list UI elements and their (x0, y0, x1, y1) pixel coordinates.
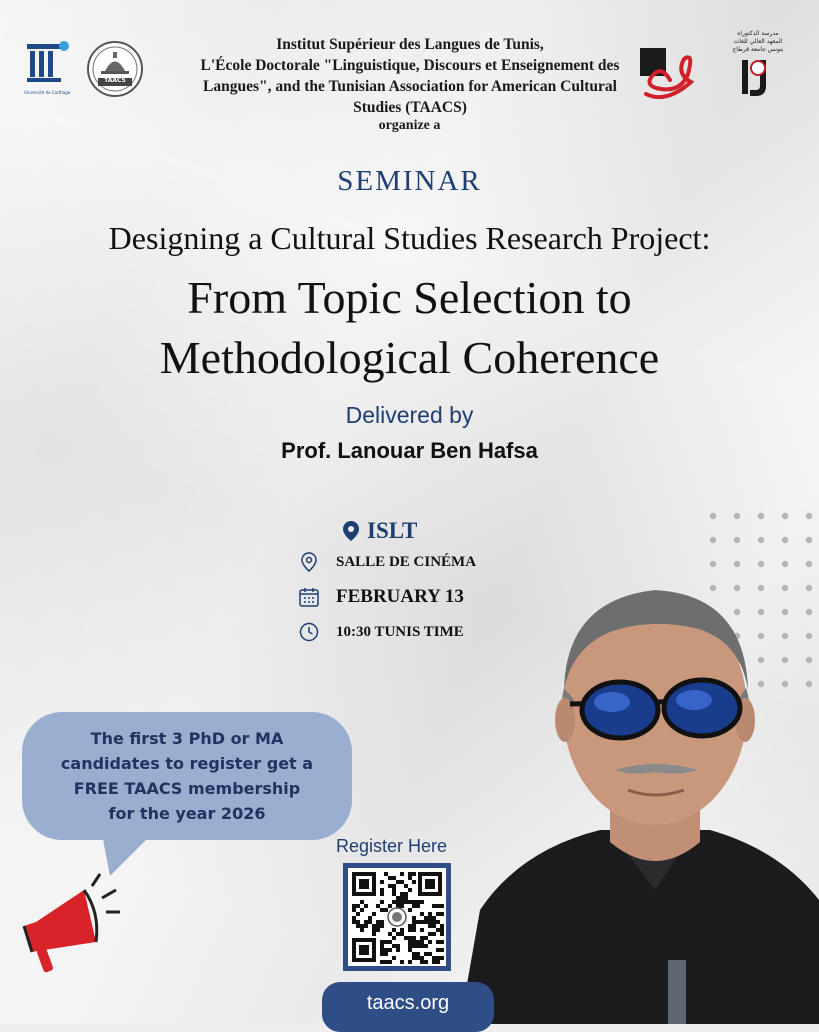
qr-module (400, 896, 404, 900)
qr-module (396, 944, 400, 948)
organize-text: organize a (378, 118, 441, 133)
qr-module (368, 920, 372, 924)
qr-module (420, 900, 424, 904)
qr-module (380, 948, 384, 952)
qr-module (372, 912, 376, 916)
university-logo-caption: Université de Carthage (24, 90, 71, 95)
qr-module (412, 880, 416, 884)
room-name: SALLE DE CINÉMA (336, 553, 477, 570)
qr-module (360, 928, 364, 932)
qr-module (436, 928, 440, 932)
qr-module (400, 880, 404, 884)
qr-module (388, 960, 392, 964)
event-title-line-3: Methodological Coherence (159, 332, 660, 383)
qr-module (380, 944, 384, 948)
qr-module (400, 960, 404, 964)
doctoral-school-arabic-text: مدرسة الدكتوراه المعهد العالي للغات بتونس جامعة قرطاج (732, 30, 784, 53)
event-time: 10:30 TUNIS TIME (336, 623, 464, 640)
promo-line-2: candidates to register get a (60, 754, 314, 773)
qr-module (376, 928, 380, 932)
qr-module (380, 908, 384, 912)
decorative-dot (806, 537, 812, 543)
qr-module (384, 952, 388, 956)
qr-module (392, 944, 396, 948)
qr-module (432, 960, 436, 964)
qr-module (384, 872, 388, 876)
decorative-dot (710, 561, 716, 567)
qr-module (400, 900, 404, 904)
location-outline-icon (298, 551, 320, 573)
qr-module (412, 900, 416, 904)
qr-module (384, 908, 388, 912)
qr-module (428, 924, 432, 928)
qr-module (412, 872, 416, 876)
qr-module (432, 924, 436, 928)
organizers-line-1: Institut Supérieur des Langues de Tunis, (276, 36, 544, 53)
venue-name: ISLT (367, 518, 418, 543)
decorative-dot (734, 537, 740, 543)
qr-module (388, 932, 392, 936)
event-title-line-2: From Topic Selection to (187, 272, 632, 323)
qr-module (376, 904, 380, 908)
qr-module (416, 904, 420, 908)
qr-module (372, 924, 376, 928)
qr-module (360, 908, 364, 912)
qr-module (428, 940, 432, 944)
qr-module (420, 912, 424, 916)
qr-module (392, 928, 396, 932)
qr-module (424, 960, 428, 964)
organizers-text (170, 34, 650, 118)
qr-module (384, 948, 388, 952)
qr-module (364, 920, 368, 924)
qr-module (440, 940, 444, 944)
qr-module (380, 920, 384, 924)
qr-module (380, 880, 384, 884)
website-link[interactable]: taacs.org (322, 982, 494, 1032)
qr-module (408, 876, 412, 880)
decorative-dot (758, 561, 764, 567)
qr-module (416, 944, 420, 948)
qr-module (440, 948, 444, 952)
qr-module (432, 916, 436, 920)
qr-module (424, 916, 428, 920)
qr-module (352, 908, 356, 912)
event-title-line-1: Designing a Cultural Studies Research Project: (108, 220, 711, 256)
qr-module (408, 936, 412, 940)
qr-module (420, 920, 424, 924)
qr-module (396, 896, 400, 900)
register-label: Register Here (336, 836, 448, 856)
qr-module (412, 940, 416, 944)
qr-module (380, 888, 384, 892)
qr-module (404, 892, 408, 896)
qr-module (388, 940, 392, 944)
qr-module (392, 900, 396, 904)
taacs-logo (84, 40, 146, 102)
qr-module (368, 916, 372, 920)
time-detail (298, 621, 464, 643)
qr-module (428, 916, 432, 920)
decorative-dot (710, 513, 716, 519)
qr-module (384, 960, 388, 964)
qr-module (408, 900, 412, 904)
qr-module (416, 940, 420, 944)
promo-line-4: for the year 2026 (108, 804, 266, 823)
qr-module (404, 900, 408, 904)
qr-module (436, 912, 440, 916)
qr-module (372, 932, 376, 936)
qr-module (408, 948, 412, 952)
qr-module (352, 916, 356, 920)
qr-module (380, 924, 384, 928)
event-type: SEMINAR (337, 165, 482, 197)
qr-module (436, 920, 440, 924)
qr-module (420, 936, 424, 940)
qr-module (404, 936, 408, 940)
qr-module (436, 948, 440, 952)
qr-module (420, 944, 424, 948)
qr-module (440, 956, 444, 960)
speaker-photo (440, 580, 819, 1024)
organizers-line-2: L'École Doctorale "Linguistique, Discours et Enseignement des (200, 57, 620, 74)
qr-module (400, 904, 404, 908)
doctoral-school-logo (730, 30, 786, 106)
qr-module (432, 920, 436, 924)
qr-module (412, 916, 416, 920)
qr-module (380, 940, 384, 944)
promo-line-3: FREE TAACS membership (73, 779, 301, 798)
qr-module (424, 936, 428, 940)
qr-module (400, 928, 404, 932)
qr-module (408, 888, 412, 892)
qr-module (436, 904, 440, 908)
qr-module (412, 920, 416, 924)
qr-module (392, 876, 396, 880)
qr-module (436, 940, 440, 944)
qr-module (428, 952, 432, 956)
qr-module (428, 912, 432, 916)
qr-module (408, 940, 412, 944)
venue (343, 518, 417, 544)
qr-module (376, 920, 380, 924)
qr-module (408, 908, 412, 912)
qr-module (416, 956, 420, 960)
qr-module (352, 904, 356, 908)
qr-module (356, 912, 360, 916)
qr-module (356, 924, 360, 928)
decorative-dot (758, 537, 764, 543)
qr-module (440, 924, 444, 928)
qr-module (416, 952, 420, 956)
qr-module (392, 884, 396, 888)
taacs-logo-text: TAACS (104, 77, 126, 84)
qr-module (428, 932, 432, 936)
promo-line-1: The first 3 PhD or MA (90, 729, 284, 748)
university-of-carthage-logo (24, 38, 72, 94)
decorative-dot (806, 513, 812, 519)
qr-module (412, 944, 416, 948)
qr-module (420, 956, 424, 960)
qr-module (424, 952, 428, 956)
event-date: FEBRUARY 13 (336, 586, 464, 607)
decorative-dot (782, 513, 788, 519)
qr-module (364, 924, 368, 928)
qr-module (360, 900, 364, 904)
delivered-by-label: Delivered by (345, 402, 474, 428)
qr-module (388, 876, 392, 880)
location-pin-icon (343, 521, 359, 541)
qr-module (424, 920, 428, 924)
qr-module (440, 912, 444, 916)
qr-module (388, 904, 392, 908)
decorative-dot (782, 561, 788, 567)
qr-module (416, 900, 420, 904)
qr-module (352, 920, 356, 924)
organizers-line-3: Langues", and the Tunisian Association for American Cultural (203, 78, 617, 95)
qr-module (420, 960, 424, 964)
decorative-dot (710, 537, 716, 543)
decorative-dot (806, 561, 812, 567)
qr-module (392, 888, 396, 892)
qr-module (424, 944, 428, 948)
organizers-line-4: Studies (TAACS) (353, 99, 467, 116)
qr-module (380, 900, 384, 904)
registration-qr-code[interactable] (343, 863, 451, 971)
decorative-dot (734, 561, 740, 567)
qr-module (396, 932, 400, 936)
qr-module (440, 904, 444, 908)
qr-module (412, 904, 416, 908)
qr-module (440, 928, 444, 932)
decorative-dot (782, 537, 788, 543)
qr-module (388, 948, 392, 952)
qr-module (440, 932, 444, 936)
qr-module (404, 896, 408, 900)
qr-module (356, 920, 360, 924)
qr-module (388, 884, 392, 888)
qr-module (392, 956, 396, 960)
qr-module (396, 880, 400, 884)
qr-module (432, 956, 436, 960)
qr-module (408, 872, 412, 876)
qr-module (412, 924, 416, 928)
qr-module (412, 956, 416, 960)
qr-module (404, 884, 408, 888)
qr-module (356, 904, 360, 908)
qr-module (376, 924, 380, 928)
qr-module (372, 928, 376, 932)
decorative-dot (734, 513, 740, 519)
megaphone-icon (14, 868, 124, 978)
qr-module (400, 892, 404, 896)
qr-module (436, 956, 440, 960)
promo-speech-bubble (22, 712, 352, 840)
event-title-main (0, 268, 819, 388)
qr-module (412, 952, 416, 956)
qr-module (384, 940, 388, 944)
qr-module (408, 960, 412, 964)
qr-module (436, 960, 440, 964)
qr-module (432, 904, 436, 908)
qr-module (408, 944, 412, 948)
clock-icon (298, 621, 320, 643)
qr-module (400, 932, 404, 936)
qr-module (412, 928, 416, 932)
decorative-dot (758, 513, 764, 519)
qr-module (392, 892, 396, 896)
qr-module (432, 932, 436, 936)
qr-module (360, 924, 364, 928)
qr-module (420, 928, 424, 932)
qr-module (408, 928, 412, 932)
qr-module (412, 936, 416, 940)
qr-module (380, 952, 384, 956)
qr-module (400, 872, 404, 876)
qr-module (380, 892, 384, 896)
qr-module (396, 948, 400, 952)
qr-module (408, 924, 412, 928)
qr-module (428, 920, 432, 924)
qr-module (420, 940, 424, 944)
speaker-name: Prof. Lanouar Ben Hafsa (281, 438, 538, 463)
qr-module (416, 920, 420, 924)
qr-module (392, 936, 396, 940)
room-detail (298, 551, 476, 573)
calendar-icon (298, 586, 320, 608)
qr-module (396, 900, 400, 904)
qr-module (364, 904, 368, 908)
qr-module (380, 960, 384, 964)
